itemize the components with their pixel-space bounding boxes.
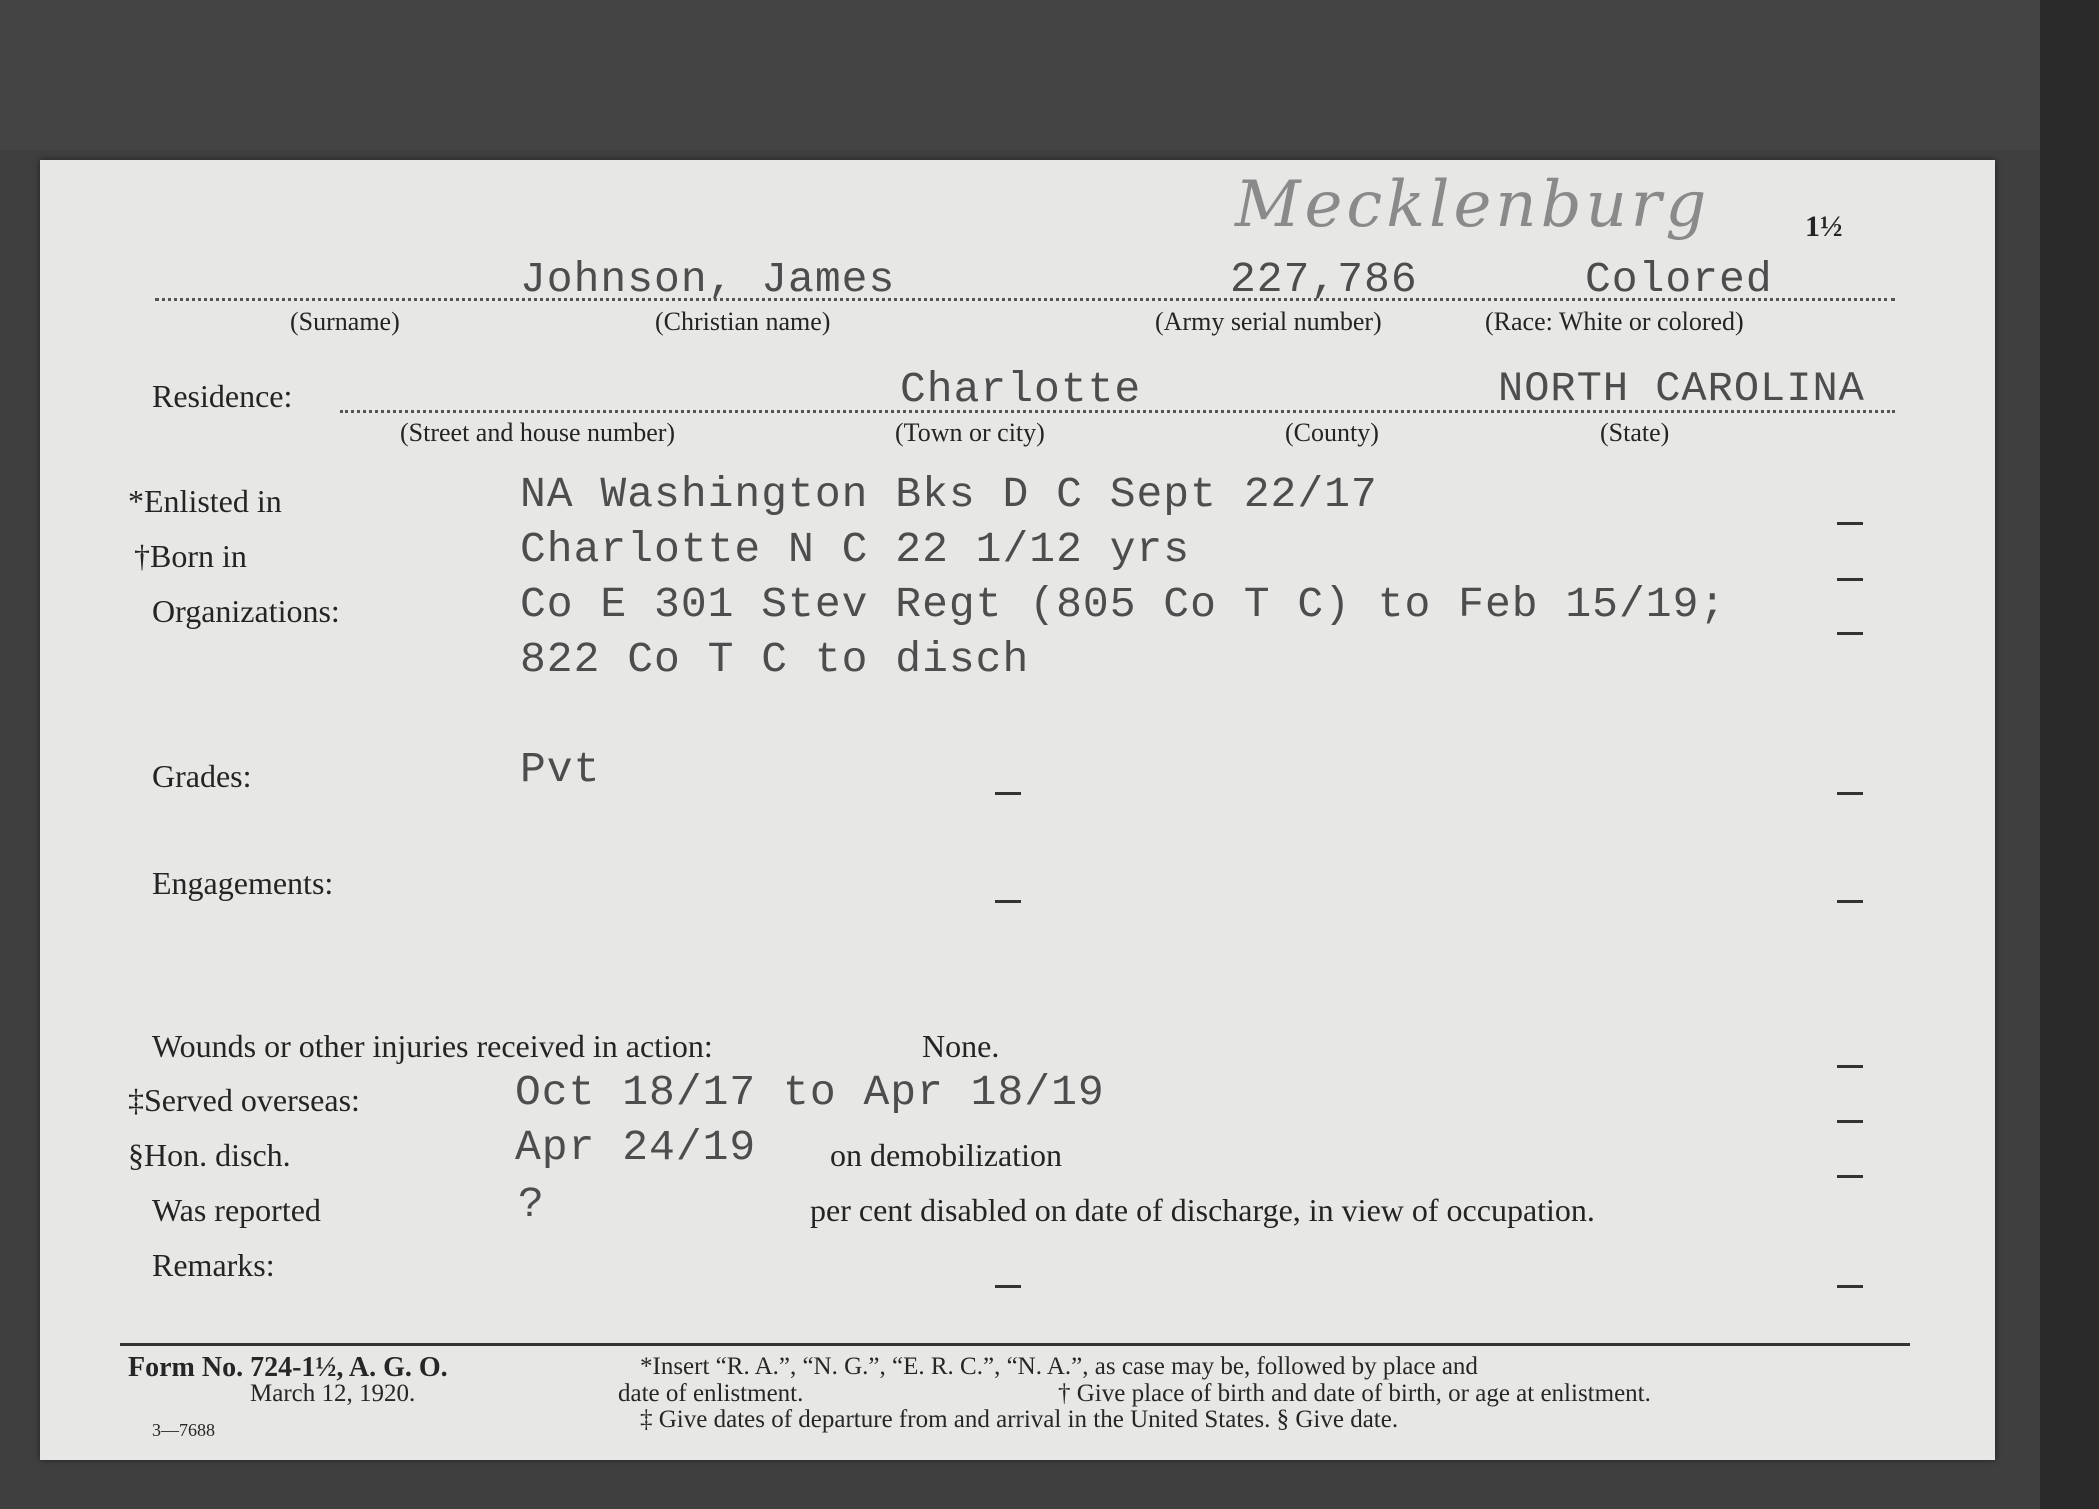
- residence-label: Residence:: [152, 378, 293, 414]
- margin-dash: [1837, 1065, 1863, 1068]
- born-label: †Born in: [134, 538, 247, 574]
- service-record-card: [40, 160, 1995, 1460]
- handwritten-county: Mecklenburg: [1235, 168, 1711, 242]
- street-label: (Street and house number): [400, 418, 676, 447]
- background-top: [0, 0, 2099, 150]
- hon-disch-suffix: on demobilization: [830, 1137, 1062, 1173]
- engagements-label: Engagements:: [152, 865, 334, 901]
- footnote-2a: date of enlistment.: [618, 1380, 804, 1407]
- reported-label: Was reported: [152, 1192, 321, 1228]
- overseas-label: ‡Served overseas:: [128, 1082, 360, 1118]
- born-value: Charlotte N C 22 1/12 yrs: [520, 525, 1191, 574]
- wounds-value: None.: [922, 1028, 1000, 1064]
- enlisted-value: NA Washington Bks D C Sept 22/17: [520, 470, 1378, 519]
- state-value: NORTH CAROLINA: [1498, 365, 1865, 413]
- margin-dash: [1837, 578, 1863, 581]
- town-value: Charlotte: [900, 365, 1142, 414]
- margin-dash: [1837, 1120, 1863, 1123]
- remarks-label: Remarks:: [152, 1247, 275, 1283]
- footnote-1: *Insert “R. A.”, “N. G.”, “E. R. C.”, “N. A.”, as case may be, followed by place and: [640, 1353, 1478, 1380]
- grades-label: Grades:: [152, 758, 252, 794]
- form-date: March 12, 1920.: [250, 1380, 416, 1407]
- margin-dash: [1837, 632, 1863, 635]
- card-number: 1½: [1805, 210, 1843, 243]
- town-label: (Town or city): [895, 418, 1045, 447]
- column-dash: [995, 900, 1021, 903]
- footnote-3: ‡ Give dates of departure from and arrival in the United States. § Give date.: [640, 1406, 1399, 1433]
- margin-dash: [1837, 1285, 1863, 1288]
- reported-suffix: per cent disabled on date of discharge, in view of occupation.: [810, 1192, 1595, 1228]
- margin-dash: [1837, 1175, 1863, 1178]
- county-label: (County): [1285, 418, 1379, 447]
- column-dash: [995, 1285, 1021, 1288]
- column-dash: [995, 792, 1021, 795]
- margin-dash: [1837, 522, 1863, 525]
- grades-value: Pvt: [520, 745, 601, 794]
- hon-disch-label: §Hon. disch.: [128, 1137, 291, 1173]
- background-right-edge: [2040, 0, 2099, 1509]
- surname-value: Johnson, James: [520, 255, 896, 304]
- state-label: (State): [1600, 418, 1670, 447]
- serial-value: 227,786: [1230, 255, 1418, 304]
- organizations-value-1: Co E 301 Stev Regt (805 Co T C) to Feb 15/19;: [520, 580, 1727, 629]
- wounds-label: Wounds or other injuries received in action:: [152, 1028, 713, 1064]
- footnote-2b: † Give place of birth and date of birth, or age at enlistment.: [1058, 1380, 1651, 1407]
- christian-name-label: (Christian name): [655, 307, 831, 336]
- organizations-label: Organizations:: [152, 593, 340, 629]
- enlisted-label: *Enlisted in: [128, 483, 282, 519]
- serial-label: (Army serial number): [1155, 307, 1382, 336]
- race-label: (Race: White or colored): [1485, 307, 1744, 336]
- organizations-value-2: 822 Co T C to disch: [520, 635, 1030, 684]
- form-number: Form No. 724-1½, A. G. O.: [128, 1352, 448, 1383]
- margin-dash: [1837, 900, 1863, 903]
- race-value: Colored: [1585, 255, 1773, 304]
- hon-disch-value: Apr 24/19: [515, 1123, 757, 1172]
- footer-rule: [120, 1343, 1910, 1346]
- print-code: 3—7688: [152, 1420, 215, 1440]
- surname-label: (Surname): [290, 307, 400, 336]
- overseas-value: Oct 18/17 to Apr 18/19: [515, 1068, 1105, 1117]
- reported-value: ?: [518, 1180, 545, 1229]
- margin-dash: [1837, 792, 1863, 795]
